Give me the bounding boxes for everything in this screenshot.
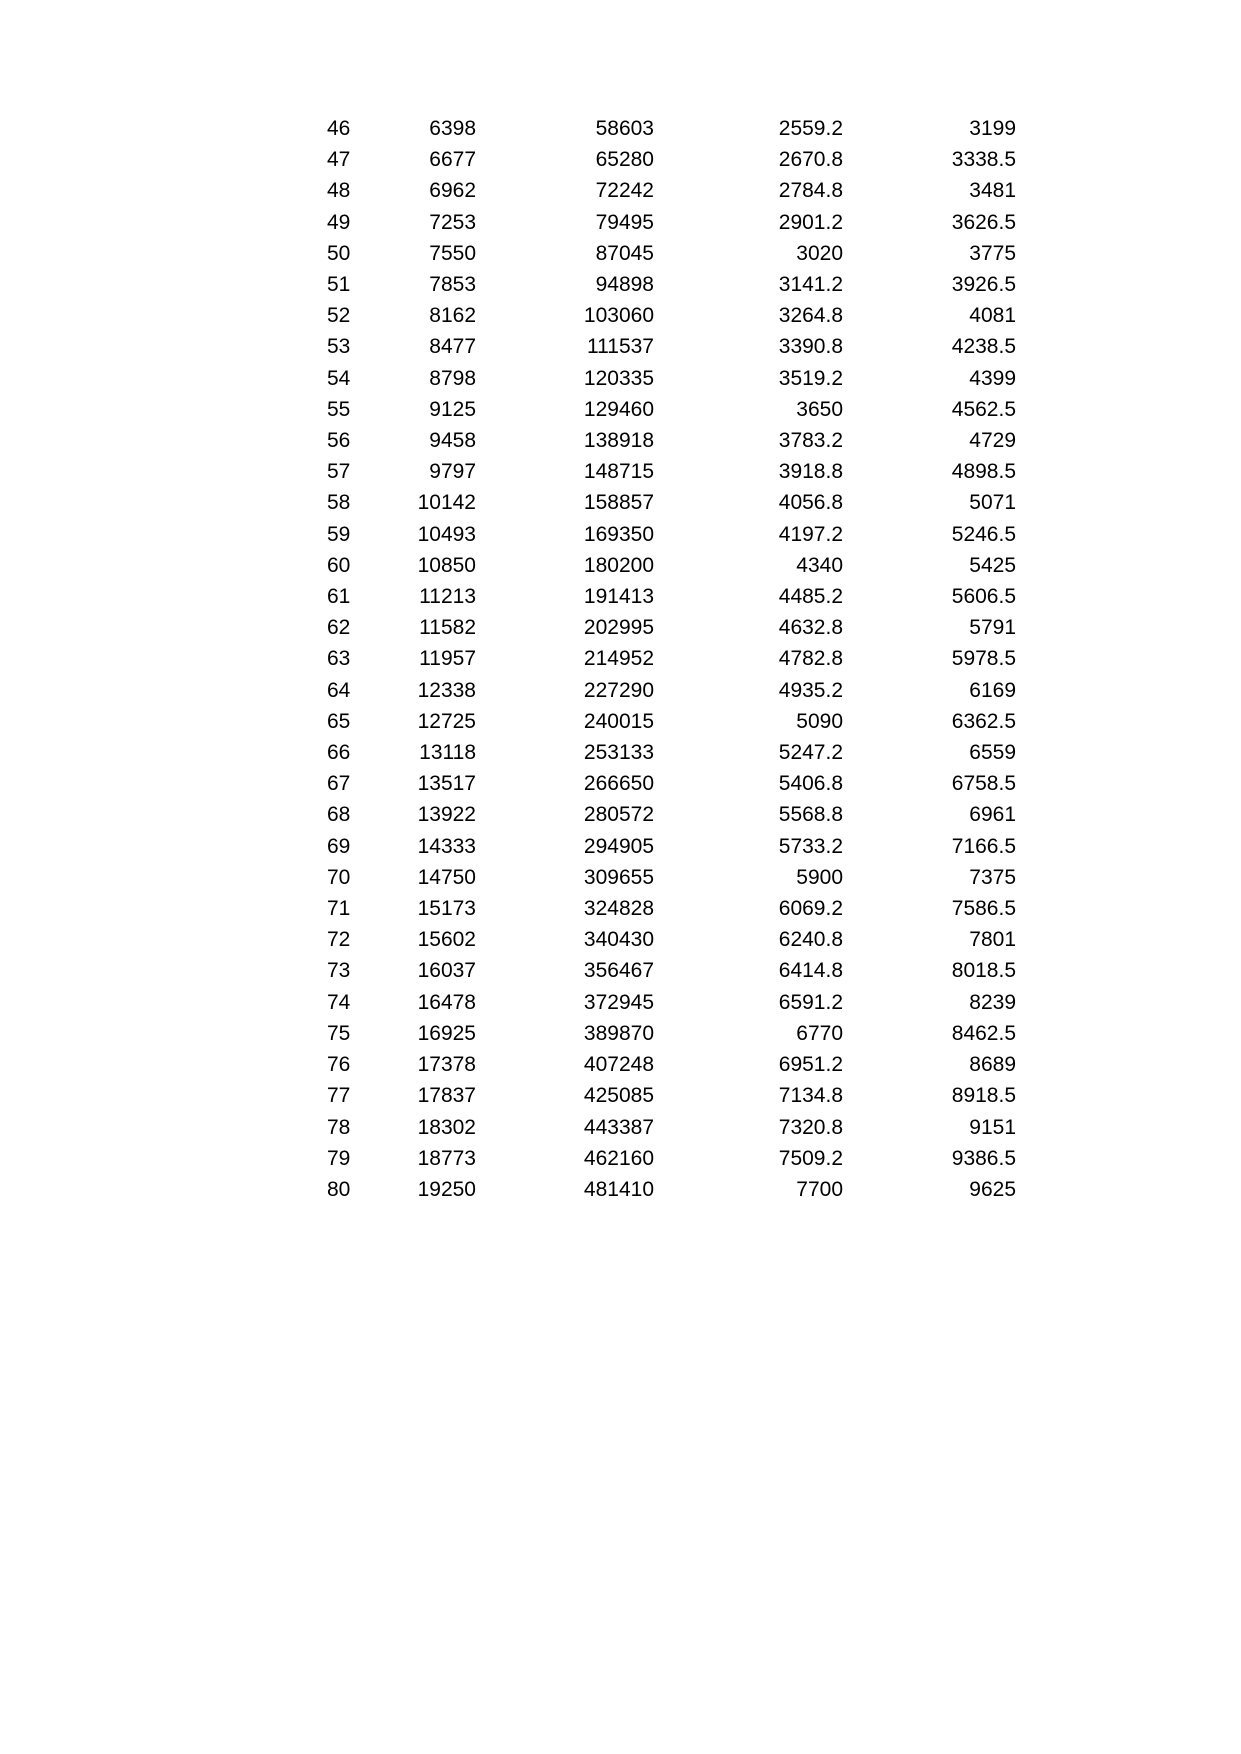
value-b-cell: 324828 bbox=[583, 897, 654, 921]
value-a-cell: 17837 bbox=[417, 1084, 476, 1108]
value-d-cell: 5791 bbox=[969, 616, 1016, 640]
value-c-cell: 4197.2 bbox=[778, 522, 843, 546]
level-cell: 76 bbox=[327, 1053, 351, 1077]
value-a-cell: 8798 bbox=[429, 366, 476, 390]
value-d-cell: 5425 bbox=[969, 553, 1016, 577]
value-d-cell: 7586.5 bbox=[951, 897, 1016, 921]
value-b-cell: 425085 bbox=[583, 1084, 654, 1108]
table-row bbox=[300, 269, 1016, 300]
value-c-cell: 3918.8 bbox=[778, 460, 843, 484]
level-cell: 48 bbox=[327, 179, 351, 203]
value-a-cell: 13517 bbox=[417, 772, 476, 796]
level-cell: 56 bbox=[327, 429, 351, 453]
value-d-cell: 8239 bbox=[969, 990, 1016, 1014]
value-a-cell: 12725 bbox=[417, 709, 476, 733]
level-cell: 66 bbox=[327, 741, 351, 765]
value-c-cell: 5090 bbox=[796, 709, 843, 733]
level-cell: 68 bbox=[327, 803, 351, 827]
table-row bbox=[300, 643, 1016, 674]
value-c-cell: 5247.2 bbox=[778, 741, 843, 765]
value-c-cell: 6591.2 bbox=[778, 990, 843, 1014]
value-c-cell: 6240.8 bbox=[778, 928, 843, 952]
level-cell: 62 bbox=[327, 616, 351, 640]
value-a-cell: 12338 bbox=[417, 678, 476, 702]
value-b-cell: 443387 bbox=[583, 1115, 654, 1139]
value-a-cell: 6677 bbox=[429, 148, 476, 172]
value-a-cell: 9125 bbox=[429, 397, 476, 421]
value-b-cell: 148715 bbox=[583, 460, 654, 484]
level-cell: 65 bbox=[327, 709, 351, 733]
value-d-cell: 7166.5 bbox=[951, 834, 1016, 858]
value-a-cell: 14333 bbox=[417, 834, 476, 858]
table-row bbox=[300, 1080, 1016, 1111]
value-a-cell: 10142 bbox=[417, 491, 476, 515]
value-b-cell: 79495 bbox=[595, 210, 654, 234]
level-cell: 51 bbox=[327, 273, 351, 297]
table-row bbox=[300, 238, 1016, 269]
value-b-cell: 294905 bbox=[583, 834, 654, 858]
value-d-cell: 8918.5 bbox=[951, 1084, 1016, 1108]
level-cell: 49 bbox=[327, 210, 351, 234]
table-row bbox=[300, 737, 1016, 768]
value-a-cell: 13922 bbox=[417, 803, 476, 827]
table-row bbox=[300, 768, 1016, 799]
table-row bbox=[300, 113, 1016, 144]
value-c-cell: 6414.8 bbox=[778, 959, 843, 983]
value-c-cell: 3264.8 bbox=[778, 304, 843, 328]
value-b-cell: 253133 bbox=[583, 741, 654, 765]
value-b-cell: 87045 bbox=[595, 241, 654, 265]
value-c-cell: 3020 bbox=[796, 241, 843, 265]
value-b-cell: 389870 bbox=[583, 1021, 654, 1045]
value-b-cell: 120335 bbox=[583, 366, 654, 390]
level-cell: 78 bbox=[327, 1115, 351, 1139]
value-c-cell: 4935.2 bbox=[778, 678, 843, 702]
value-a-cell: 16478 bbox=[417, 990, 476, 1014]
value-d-cell: 9386.5 bbox=[951, 1146, 1016, 1170]
level-cell: 54 bbox=[327, 366, 351, 390]
value-b-cell: 94898 bbox=[595, 273, 654, 297]
table-row bbox=[300, 550, 1016, 581]
table-row bbox=[300, 1049, 1016, 1080]
value-b-cell: 227290 bbox=[583, 678, 654, 702]
table-row bbox=[300, 144, 1016, 175]
value-c-cell: 3390.8 bbox=[778, 335, 843, 359]
value-b-cell: 240015 bbox=[583, 709, 654, 733]
value-d-cell: 8462.5 bbox=[951, 1021, 1016, 1045]
level-cell: 73 bbox=[327, 959, 351, 983]
table-row bbox=[300, 175, 1016, 206]
value-d-cell: 4898.5 bbox=[951, 460, 1016, 484]
value-c-cell: 7700 bbox=[796, 1177, 843, 1201]
value-d-cell: 9625 bbox=[969, 1177, 1016, 1201]
level-cell: 71 bbox=[327, 897, 351, 921]
value-a-cell: 11213 bbox=[419, 585, 476, 609]
value-d-cell: 3199 bbox=[969, 117, 1016, 140]
value-c-cell: 7320.8 bbox=[778, 1115, 843, 1139]
table-row bbox=[300, 1174, 1016, 1205]
value-b-cell: 407248 bbox=[583, 1053, 654, 1077]
value-d-cell: 7375 bbox=[969, 865, 1016, 889]
table-row bbox=[300, 924, 1016, 955]
level-cell: 59 bbox=[327, 522, 351, 546]
value-a-cell: 17378 bbox=[417, 1053, 476, 1077]
table-row bbox=[300, 456, 1016, 487]
value-d-cell: 3775 bbox=[969, 241, 1016, 265]
value-b-cell: 180200 bbox=[583, 553, 654, 577]
value-a-cell: 14750 bbox=[417, 865, 476, 889]
value-b-cell: 462160 bbox=[583, 1146, 654, 1170]
value-b-cell: 214952 bbox=[583, 647, 654, 671]
level-cell: 61 bbox=[327, 585, 351, 609]
level-cell: 67 bbox=[327, 772, 351, 796]
value-b-cell: 58603 bbox=[595, 117, 654, 140]
value-b-cell: 129460 bbox=[583, 397, 654, 421]
value-b-cell: 169350 bbox=[583, 522, 654, 546]
level-cell: 70 bbox=[327, 865, 351, 889]
value-b-cell: 372945 bbox=[583, 990, 654, 1014]
value-d-cell: 5978.5 bbox=[951, 647, 1016, 671]
value-a-cell: 6398 bbox=[429, 117, 476, 140]
value-a-cell: 16037 bbox=[417, 959, 476, 983]
value-d-cell: 5071 bbox=[969, 491, 1016, 515]
value-a-cell: 8162 bbox=[429, 304, 476, 328]
value-b-cell: 111537 bbox=[587, 335, 654, 359]
value-c-cell: 5568.8 bbox=[778, 803, 843, 827]
value-a-cell: 7550 bbox=[429, 241, 476, 265]
level-cell: 69 bbox=[327, 834, 351, 858]
value-a-cell: 15602 bbox=[417, 928, 476, 952]
value-c-cell: 7509.2 bbox=[778, 1146, 843, 1170]
value-a-cell: 13118 bbox=[419, 741, 476, 765]
table-row bbox=[300, 675, 1016, 706]
table-row bbox=[300, 862, 1016, 893]
value-b-cell: 103060 bbox=[583, 304, 654, 328]
value-c-cell: 6770 bbox=[796, 1021, 843, 1045]
value-c-cell: 6069.2 bbox=[778, 897, 843, 921]
table-row bbox=[300, 987, 1016, 1018]
value-d-cell: 8689 bbox=[969, 1053, 1016, 1077]
level-cell: 53 bbox=[327, 335, 351, 359]
value-d-cell: 6362.5 bbox=[951, 709, 1016, 733]
value-d-cell: 6961 bbox=[969, 803, 1016, 827]
table-row bbox=[300, 1018, 1016, 1049]
table-row bbox=[300, 519, 1016, 550]
level-cell: 52 bbox=[327, 304, 351, 328]
value-b-cell: 356467 bbox=[583, 959, 654, 983]
level-cell: 60 bbox=[327, 553, 351, 577]
value-d-cell: 4729 bbox=[969, 429, 1016, 453]
value-b-cell: 266650 bbox=[583, 772, 654, 796]
value-d-cell: 5606.5 bbox=[951, 585, 1016, 609]
table-row bbox=[300, 706, 1016, 737]
value-b-cell: 481410 bbox=[583, 1177, 654, 1201]
table-row bbox=[300, 1143, 1016, 1174]
value-d-cell: 4399 bbox=[969, 366, 1016, 390]
level-cell: 63 bbox=[327, 647, 351, 671]
value-b-cell: 191413 bbox=[583, 585, 654, 609]
level-cell: 50 bbox=[327, 241, 351, 265]
value-c-cell: 2670.8 bbox=[778, 148, 843, 172]
value-b-cell: 340430 bbox=[583, 928, 654, 952]
table-row bbox=[300, 425, 1016, 456]
table-row bbox=[300, 207, 1016, 238]
value-d-cell: 4562.5 bbox=[951, 397, 1016, 421]
value-a-cell: 16925 bbox=[417, 1021, 476, 1045]
value-a-cell: 11582 bbox=[419, 616, 476, 640]
value-d-cell: 3481 bbox=[969, 179, 1016, 203]
table-row bbox=[300, 955, 1016, 986]
value-a-cell: 19250 bbox=[417, 1177, 476, 1201]
table-row bbox=[300, 331, 1016, 362]
value-b-cell: 280572 bbox=[583, 803, 654, 827]
value-b-cell: 158857 bbox=[583, 491, 654, 515]
value-a-cell: 15173 bbox=[417, 897, 476, 921]
value-a-cell: 7253 bbox=[429, 210, 476, 234]
value-d-cell: 4238.5 bbox=[951, 335, 1016, 359]
level-cell: 57 bbox=[327, 460, 351, 484]
value-c-cell: 7134.8 bbox=[778, 1084, 843, 1108]
value-a-cell: 11957 bbox=[419, 647, 476, 671]
value-c-cell: 5733.2 bbox=[778, 834, 843, 858]
value-c-cell: 2559.2 bbox=[778, 117, 843, 140]
value-d-cell: 3926.5 bbox=[951, 273, 1016, 297]
table-row bbox=[300, 831, 1016, 862]
value-c-cell: 2901.2 bbox=[778, 210, 843, 234]
value-a-cell: 7853 bbox=[429, 273, 476, 297]
level-cell: 74 bbox=[327, 990, 351, 1014]
value-c-cell: 4782.8 bbox=[778, 647, 843, 671]
table-row bbox=[300, 300, 1016, 331]
value-a-cell: 18302 bbox=[417, 1115, 476, 1139]
table-row bbox=[300, 394, 1016, 425]
value-c-cell: 4485.2 bbox=[778, 585, 843, 609]
value-c-cell: 6951.2 bbox=[778, 1053, 843, 1077]
table-row bbox=[300, 799, 1016, 830]
level-cell: 72 bbox=[327, 928, 351, 952]
table-row bbox=[300, 1112, 1016, 1143]
table-body bbox=[300, 113, 1016, 1205]
value-c-cell: 4056.8 bbox=[778, 491, 843, 515]
value-d-cell: 9151 bbox=[969, 1115, 1016, 1139]
value-d-cell: 3626.5 bbox=[951, 210, 1016, 234]
value-d-cell: 6758.5 bbox=[951, 772, 1016, 796]
value-c-cell: 3650 bbox=[796, 397, 843, 421]
value-c-cell: 4632.8 bbox=[778, 616, 843, 640]
value-c-cell: 2784.8 bbox=[778, 179, 843, 203]
table-row bbox=[300, 612, 1016, 643]
value-c-cell: 5900 bbox=[796, 865, 843, 889]
level-cell: 77 bbox=[327, 1084, 351, 1108]
value-a-cell: 6962 bbox=[429, 179, 476, 203]
value-b-cell: 202995 bbox=[583, 616, 654, 640]
value-c-cell: 3141.2 bbox=[778, 273, 843, 297]
value-b-cell: 65280 bbox=[595, 148, 654, 172]
value-b-cell: 72242 bbox=[595, 179, 654, 203]
table-row bbox=[300, 363, 1016, 394]
value-d-cell: 6559 bbox=[969, 741, 1016, 765]
value-a-cell: 8477 bbox=[429, 335, 476, 359]
value-a-cell: 18773 bbox=[417, 1146, 476, 1170]
value-d-cell: 8018.5 bbox=[951, 959, 1016, 983]
data-table bbox=[300, 113, 1016, 1205]
value-c-cell: 5406.8 bbox=[778, 772, 843, 796]
value-a-cell: 10493 bbox=[417, 522, 476, 546]
value-b-cell: 309655 bbox=[583, 865, 654, 889]
value-c-cell: 4340 bbox=[796, 553, 843, 577]
value-d-cell: 4081 bbox=[969, 304, 1016, 328]
table-row bbox=[300, 581, 1016, 612]
value-d-cell: 7801 bbox=[969, 928, 1016, 952]
value-d-cell: 5246.5 bbox=[951, 522, 1016, 546]
value-b-cell: 138918 bbox=[583, 429, 654, 453]
value-c-cell: 3783.2 bbox=[778, 429, 843, 453]
level-cell: 75 bbox=[327, 1021, 351, 1045]
value-d-cell: 6169 bbox=[969, 678, 1016, 702]
level-cell: 64 bbox=[327, 678, 351, 702]
value-a-cell: 10850 bbox=[417, 553, 476, 577]
level-cell: 79 bbox=[327, 1146, 351, 1170]
value-a-cell: 9458 bbox=[429, 429, 476, 453]
table-row bbox=[300, 893, 1016, 924]
table-row bbox=[300, 487, 1016, 518]
value-d-cell: 3338.5 bbox=[951, 148, 1016, 172]
level-cell: 58 bbox=[327, 491, 351, 515]
level-cell: 47 bbox=[327, 148, 351, 172]
level-cell: 55 bbox=[327, 397, 351, 421]
level-cell: 80 bbox=[327, 1177, 351, 1201]
value-a-cell: 9797 bbox=[429, 460, 476, 484]
level-cell: 46 bbox=[327, 117, 351, 140]
value-c-cell: 3519.2 bbox=[778, 366, 843, 390]
